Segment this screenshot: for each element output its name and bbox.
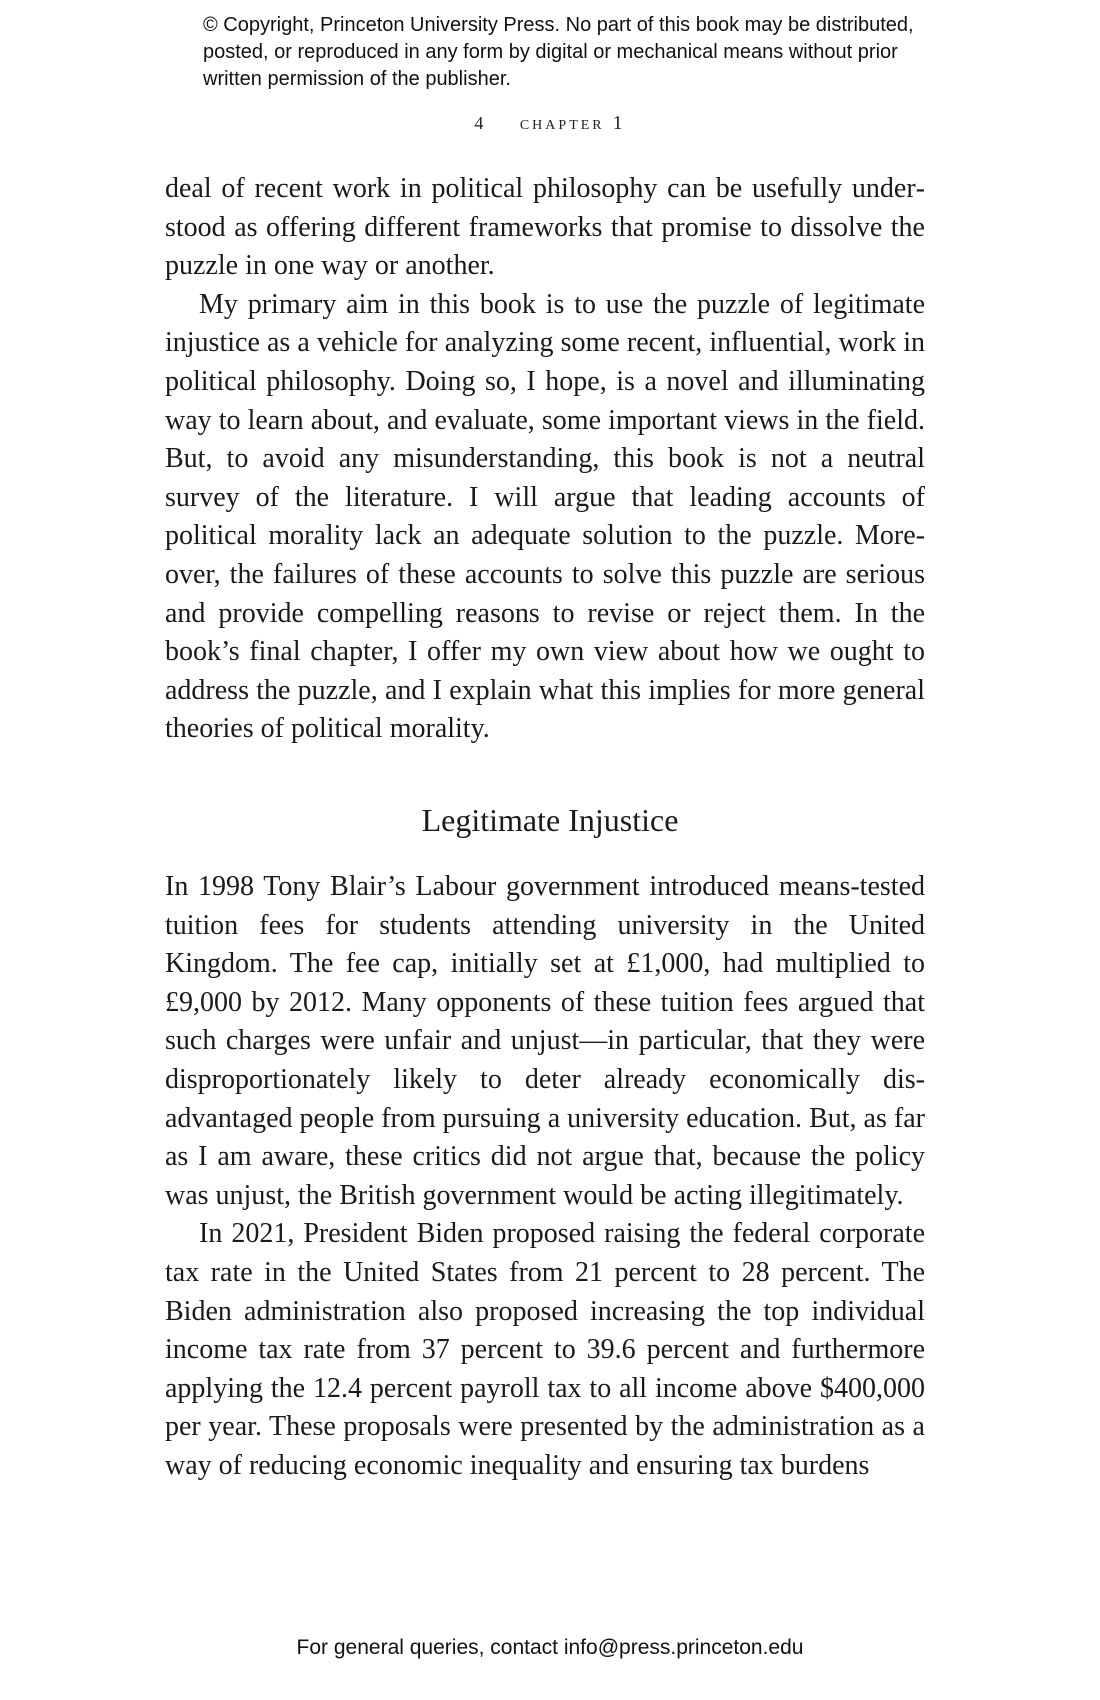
copyright-notice: © Copyright, Princeton University Press. No part of this book may be distributed, posted, or reproduced in any form by digital or mechanical means without prior written permission of the publisher. — [203, 14, 914, 90]
paragraph: My primary aim in this book is to use the puzzle of legitimate injustice as a vehicle for analyzing some recent, influential, work in political philosophy. Doing so, I hope, is a novel and illuminating way to learn about, and evaluate, some important views in the field. But, to avoid any misunderstanding, this book is not a neutral survey of the literature. I will argue that leading accounts of political morality lack an adequate solution to the puzzle. Moreover, the failures of these accounts to solve this puzzle are serious and provide compelling reasons to revise or reject them. In the book’s final chapter, I offer my own view about how we ought to address the puzzle, and I explain what this implies for more general theories of political morality. — [165, 288, 925, 745]
paragraph: In 2021, President Biden proposed raising the federal corporate tax rate in the United States from 21 percent to 28 percent. The Biden administration also proposed increasing the top individual income tax rate from 37 percent to 39.6 percent and furthermore applying the 12.4 percent payroll tax to all income above $400,000 per year. These proposals were presented by the administration as a way of reducing economic inequality and ensuring tax burdens — [165, 1218, 925, 1481]
paragraph: deal of recent work in political philosophy can be usefully understood as offering different frameworks that promise to dissolve the puzzle in one way or another. — [165, 173, 925, 282]
footer-contact: For general queries, contact info@press.princeton.edu — [296, 1636, 804, 1659]
chapter-label: chapter 1 — [519, 112, 626, 134]
page-number: 4 — [474, 113, 487, 133]
section-heading: Legitimate Injustice — [421, 802, 679, 838]
body-text-top — [165, 170, 925, 749]
running-head — [0, 112, 1100, 135]
body-text-section — [165, 868, 925, 1486]
paragraph: In 1998 Tony Blair’s Labour government introduced means-tested tuition fees for students attending university in the United Kingdom. The fee cap, initially set at £1,000, had multiplied to £9,000 by 2012. Many opponents of these tuition fees argued that such charges were unfair and unjust—in particular, that they were disproportionately likely to deter already economically disadvantaged people from pursuing a university education. But, as far as I am aware, these critics did not argue that, because the policy was unjust, the British government would be acting illegitimately. — [165, 871, 925, 1211]
